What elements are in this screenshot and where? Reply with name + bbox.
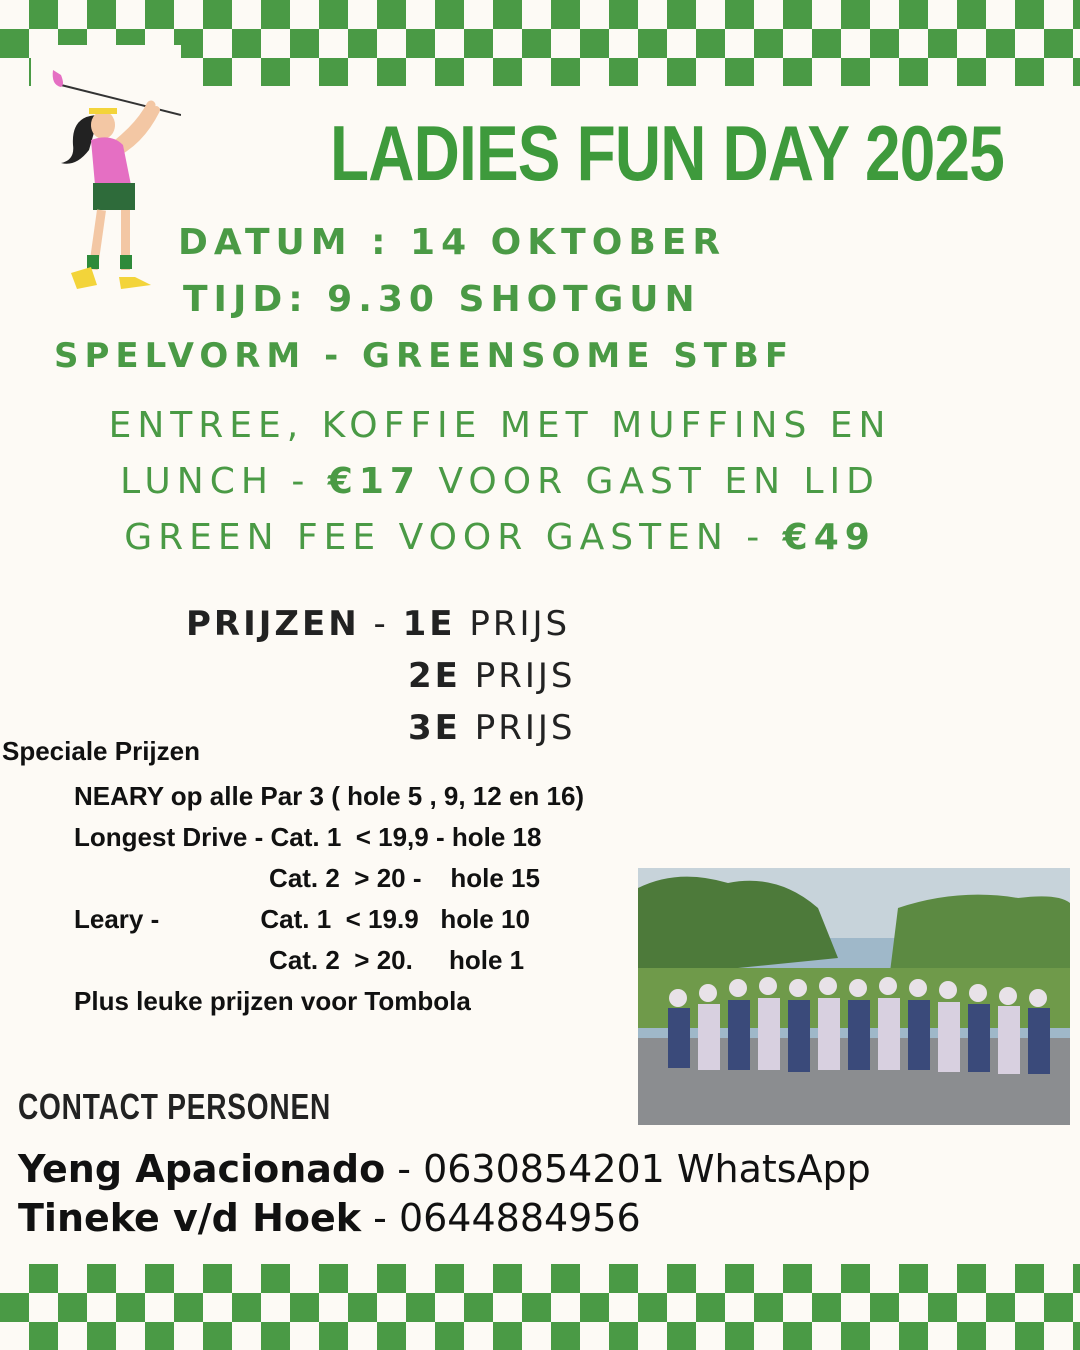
- special-prizes-list: [74, 776, 584, 1022]
- checker-border-bottom: [0, 1264, 1080, 1350]
- event-time: TIJD: 9.30 SHOTGUN: [183, 279, 701, 320]
- costs-block: [60, 398, 940, 566]
- list-item: NEARY op alle Par 3 ( hole 5 , 9, 12 en 16): [74, 781, 585, 811]
- page-title: LADIES FUN DAY 2025: [330, 109, 1005, 197]
- contact-row: [18, 1145, 871, 1194]
- prize-second-num: 2E: [408, 656, 461, 696]
- prize-first-num: 1E: [402, 604, 456, 644]
- golfer-illustration: [31, 45, 181, 330]
- prize-word: PRIJS: [460, 656, 576, 696]
- contact-phone: 0644884956: [398, 1196, 641, 1240]
- list-item: Leary - Cat. 1 < 19.9 hole 10: [74, 904, 530, 934]
- costs-line-2: [60, 454, 940, 510]
- list-item: Cat. 2 > 20 - hole 15: [74, 863, 540, 893]
- contact-row: [18, 1194, 871, 1243]
- prizes-sep: -: [359, 604, 403, 644]
- special-prizes-heading: Speciale Prijzen: [2, 736, 200, 766]
- costs-line-2-pre: LUNCH -: [120, 461, 328, 502]
- prize-row-3: [186, 702, 575, 754]
- contact-phone: 0630854201 WhatsApp: [423, 1147, 871, 1191]
- event-date: DATUM : 14 OKTOBER: [178, 222, 727, 263]
- prizes-block: [186, 598, 575, 754]
- event-format: SPELVORM - GREENSOME STBF: [54, 336, 795, 376]
- contact-name: Yeng Apacionado: [18, 1147, 386, 1191]
- prize-word: PRIJS: [460, 708, 576, 748]
- list-item: Plus leuke prijzen voor Tombola: [74, 986, 471, 1016]
- prize-word: PRIJS: [455, 604, 571, 644]
- list-item: Longest Drive - Cat. 1 < 19,9 - hole 18: [74, 822, 542, 852]
- prize-row-1: [186, 598, 575, 650]
- contact-sep: -: [361, 1196, 399, 1240]
- contact-name: Tineke v/d Hoek: [18, 1196, 362, 1240]
- prize-third-num: 3E: [408, 708, 461, 748]
- lunch-price: €17: [327, 461, 421, 502]
- contact-sep: -: [385, 1147, 424, 1191]
- contact-list: [18, 1145, 871, 1243]
- costs-line-3-pre: GREEN FEE VOOR GASTEN -: [124, 517, 783, 558]
- costs-line-1: ENTREE, KOFFIE MET MUFFINS EN: [108, 405, 892, 446]
- costs-line-3: [60, 510, 940, 566]
- prizes-label: PRIJZEN: [186, 604, 360, 644]
- contact-heading: CONTACT PERSONEN: [18, 1086, 332, 1127]
- prize-row-2: [186, 650, 575, 702]
- costs-line-2-post: VOOR GAST EN LID: [420, 461, 880, 502]
- list-item: Cat. 2 > 20. hole 1: [74, 945, 525, 975]
- green-fee-price: €49: [782, 517, 876, 558]
- group-photo: [638, 868, 1070, 1125]
